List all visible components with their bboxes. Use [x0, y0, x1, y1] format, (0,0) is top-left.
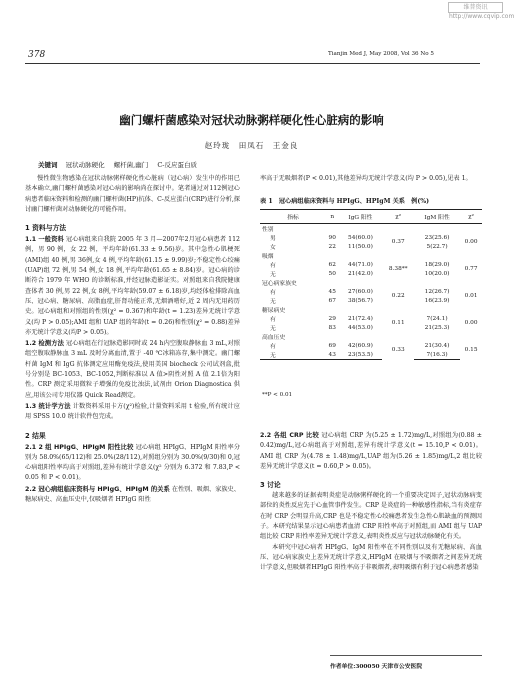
row-label: 有: [270, 344, 276, 350]
table-header-row: [260, 210, 482, 224]
cell-chi-igm: 0.15: [464, 347, 478, 354]
paragraph-text: 冠心病组 HPIgG、HPIgM 阳性率分别为 58.0%(65/112)和 25.0%(28/112),对照组分别为 30.0%(9/30)和 0,冠心病组阳性率均高于对照组,差异有统计学意义(χ² 分别为 6.372 和 7.83,P < 0.05 和 P < 0.01)。: [25, 443, 241, 482]
cell-igm: 21(25.3): [424, 324, 450, 331]
cell-igg: 42(60.9): [348, 342, 373, 349]
group-label: 冠心病家族史: [262, 281, 297, 287]
table-group-row: [260, 278, 482, 287]
subsection-heading: 2.2 各组 CRP 比较: [260, 432, 320, 439]
table-group-row: [260, 305, 482, 314]
cell-n: 69: [328, 342, 336, 349]
row-label: 女: [270, 245, 276, 251]
table-header-cell: χ²: [382, 210, 414, 224]
table-row: [260, 260, 482, 269]
row-label: 有: [270, 317, 276, 323]
table-group-row: [260, 332, 482, 341]
cell-chi-igm: 0.00: [464, 320, 478, 326]
table-group-row: [260, 251, 482, 260]
cell-igg: 21(42.0): [348, 270, 373, 277]
paragraph-text: 在性别、吸烟、家族史、糖尿病史、高血压史中,仅吸烟者 HPIgG 阳性: [25, 485, 240, 504]
cell-chi-igg: 8.38**: [388, 266, 408, 272]
page-number: 378: [28, 50, 46, 60]
body-paragraph: 越来越多的证据表明炎症是动脉粥样硬化的一个重要决定因子,冠状动脉病变部位的炎性反应先于心血管事件发生。CRP 是炎症的一种敏感性指标,当有炎症存在时 CRP 会明显升高,CRP 也是不稳定性心绞痛患者发生急性心肌缺血的预测因子。本研究结果显示冠心病患者血清 CRP 阳性率高于对照组,而 AMI 组与 UAP 组比较 CRP 阳性率差异无统计学意义,表明炎性反应与冠状动脉硬化有关。: [260, 492, 482, 541]
running-head: Tianjin Med J, May 2008, Vol 36 No 5: [328, 51, 434, 57]
subsection-heading: 1.1 一般资料: [25, 236, 64, 244]
cell-n: 50: [328, 270, 336, 277]
cell-n: 83: [328, 324, 336, 331]
intro-paragraph: 慢性微生物感染在冠状动脉粥样硬化性心脏病（冠心病）发生中的作用已基本确立,幽门螺杆菌感染对冠心病的影响尚在探讨中。笔者通过对112例冠心病患者临床资料和检测的幽门螺杆菌(HP)抗体、C-反应蛋白(CRP)进行分析,探讨幽门螺杆菌对动脉硬化的可能作用。: [25, 175, 240, 213]
cell-igm: 12(26.7): [424, 288, 450, 295]
table-header-cell: 指标: [260, 210, 326, 224]
cell-chi-igm: 0.01: [464, 293, 478, 299]
table-row: [260, 350, 482, 360]
authors: 赵玲珑 田凤石 王金良: [204, 141, 299, 150]
cell-igm: 23(25.6): [424, 234, 450, 241]
group-label: 性别: [262, 227, 274, 233]
row-label: 无: [270, 272, 276, 278]
group-label: 糖尿病史: [262, 308, 286, 314]
header-rule: [25, 63, 480, 64]
cell-n: 67: [328, 297, 336, 304]
cell-igg: 44(53.0): [348, 324, 373, 331]
table-header-cell: IgM 阳性: [414, 210, 460, 224]
cell-igg: 23(53.5): [338, 350, 382, 360]
cell-igm: 18(29.0): [424, 261, 450, 268]
cell-chi-igg: 0.22: [391, 293, 405, 299]
cell-igg: 21(72.4): [348, 315, 373, 322]
continuation-paragraph: 率高于无吸烟者(P < 0.01),其他差异均无统计学意义(均 P > 0.05),见表 1。: [260, 175, 472, 182]
table-header-cell: χ²: [460, 210, 482, 224]
cell-n: 62: [328, 261, 336, 268]
row-label: 有: [270, 263, 276, 269]
table-row: [260, 233, 482, 242]
row-label: 男: [270, 236, 276, 242]
keywords-label: 关键词: [38, 161, 58, 169]
section-heading: 2 结果: [25, 431, 46, 440]
clinical-table: [260, 209, 482, 360]
group-label: 吸烟: [262, 254, 274, 260]
row-label: 无: [270, 326, 276, 332]
article-title: 幽门螺杆菌感染对冠状动脉粥样硬化性心脏病的影响: [119, 113, 384, 127]
table-row: [260, 242, 482, 251]
group-label: 高血压史: [262, 335, 286, 341]
cell-n: 22: [328, 243, 336, 250]
table-group-row: [260, 224, 482, 234]
table-row: [260, 296, 482, 305]
cell-igm: 7(24.1): [426, 315, 448, 322]
cell-chi-igg: 0.37: [391, 239, 405, 245]
cell-igm: 16(23.9): [424, 297, 450, 304]
subsection-heading: 1.3 统计学方法: [25, 402, 71, 410]
table-row: [260, 269, 482, 278]
keyword-term: C-反应蛋白质: [157, 161, 197, 169]
subsection-heading: 2.2 冠心病组临床资料与 HPIgG、HPIgM 的关系: [25, 485, 170, 493]
keyword-term: 冠状动脉硬化: [65, 161, 105, 169]
left-column: [25, 174, 240, 505]
paragraph-text: 计数资料采用卡方(χ²)检验,计量资料采用 t 检验,所有统计应用 SPSS 10.0 统计软件包完成。: [25, 402, 240, 421]
cell-igg: 27(60.0): [348, 288, 373, 295]
cell-igg: 38(56.7): [348, 297, 373, 304]
row-label: 无: [260, 350, 326, 360]
right-column-top: [260, 174, 482, 184]
subsection-heading: 1.2 检测方法: [25, 340, 64, 348]
footnote-rule: [330, 655, 482, 656]
table-row: [260, 314, 482, 323]
table-header-cell: n: [326, 210, 338, 224]
cell-igm: 5(22.7): [426, 243, 448, 250]
subsection-heading: 2.1 2 组 HPIgG、HPIgM 阳性比较: [25, 443, 134, 451]
watermark: 维普资讯 http://www.cqvip.com: [449, 4, 514, 20]
table-caption: 表 1 冠心病组临床资料与 HPIgG、HPIgM 关系 例(%): [260, 198, 430, 205]
right-column-bottom: [260, 430, 482, 574]
cell-chi-igm: 0.77: [464, 266, 478, 272]
keyword-term: 螺杆菌,幽门: [113, 161, 149, 169]
row-label: 无: [270, 299, 276, 305]
body-paragraph: 本研究中冠心病者 HPIgG、IgM 阳性率在不同性别以及有无糖尿病、高血压、冠心病家族史上差异无统计学意义,HPIgM 在吸烟与不吸烟者之间差异无统计学意义,但吸烟者HPIgG 阳性率高于非吸烟者,表明吸烟有利于冠心病患者感染: [260, 543, 482, 572]
cell-n: 45: [328, 288, 336, 295]
cell-igm: 10(20.0): [424, 270, 450, 277]
cell-n: 29: [328, 315, 336, 322]
section-heading: 3 讨论: [260, 481, 281, 490]
row-label: 有: [270, 290, 276, 296]
table-row: [260, 287, 482, 296]
cell-n: 43: [326, 350, 338, 360]
cell-chi-igm: 0.00: [464, 239, 478, 245]
cell-igm: 21(30.4): [424, 342, 450, 349]
table-row: [260, 323, 482, 332]
affiliation: 作者单位:300050 天津市公安医院: [330, 664, 423, 670]
cell-chi-igg: 0.33: [391, 347, 405, 354]
paragraph-text: 冠心病组 CRP 为(5.25 ± 1.72)mg/L,对照组为(0.88 ± 0.42)mg/L,冠心病组高于对照组,差异有统计学意义(t = 15.10,P < 0.01)。AMI 组 CRP 为(4.78 ± 1.48)mg/L,UAP 组为(5.26 ± 1.85)mg/L,2 组比较差异无统计学意义(t = 0.60,P > 0.05)。: [260, 432, 482, 470]
cell-igg: 11(50.0): [348, 243, 373, 250]
keywords: [38, 160, 204, 169]
cell-n: 90: [328, 234, 336, 241]
table-row: [260, 341, 482, 350]
cell-igm: 7(16.3): [414, 350, 460, 360]
table-header-cell: IgG 阳性: [338, 210, 382, 224]
cell-chi-igg: 0.11: [391, 320, 405, 326]
section-heading: 1 资料与方法: [25, 224, 67, 233]
cell-igg: 44(71.0): [348, 261, 373, 268]
cell-igg: 54(60.0): [348, 234, 373, 241]
paragraph-text: 冠心病组来自我院 2005 年 3 月—2007年2月冠心病患者 112 例，男 90 例，女 22 例，平均年龄(61.33 ± 9.56)岁。其中急性心肌梗死(AMI)组 40 例,男 36例,女 4 例,平均年龄(61.15 ± 9.99)岁;不稳定性心绞痛(UAP)组 72 例,男 54 例,女 18 例,平均年龄(61.65 ± 8.84)岁。冠心病的诊断符合 1979 年 WHO 的诊断标准,并经冠脉造影证实。对照组来自我院健康查体者 30 例,男 22 例,女 8例,平均年龄(59.07 ± 6.18)岁,均经体检排除高血压、冠心病、糖尿病、高脂血症,肝肾功能正常,无烟酒嗜好,近 2 周内无用药历史。冠心病组和对照组的性别(χ² = 0.367)和年龄(t = 1.23)差异无统计学意义(均 P > 0.05);AMI 组和 UAP 组的年龄(t = 0.26)和性别(χ² = 0.88)差异亦无统计学意义(均P > 0.05)。: [25, 236, 240, 336]
table-note: **P < 0.01: [262, 392, 293, 398]
paragraph-text: 冠心病组在行冠脉造影同时或 24 h内空腹取静脉血 3 mL,对照组空腹取静脉血 3 mL 及时分离血清,置于 -40 ℃冰箱冻存,集中测定。幽门螺杆菌 IgM 和 IgG 抗体测定应用酶免疫法,使用美国 biocheck 公司试剂盒,批号分别是 BC-1053、BC-1052,判断标准以 A 值>阴性对照 A 值 2.1倍为阳性。CRP 测定采用微粒子增强的免疫比浊法,试剂由 Orion Diagnostica 供应,用该公司专用仪器 Quick Read测定。: [25, 340, 240, 399]
